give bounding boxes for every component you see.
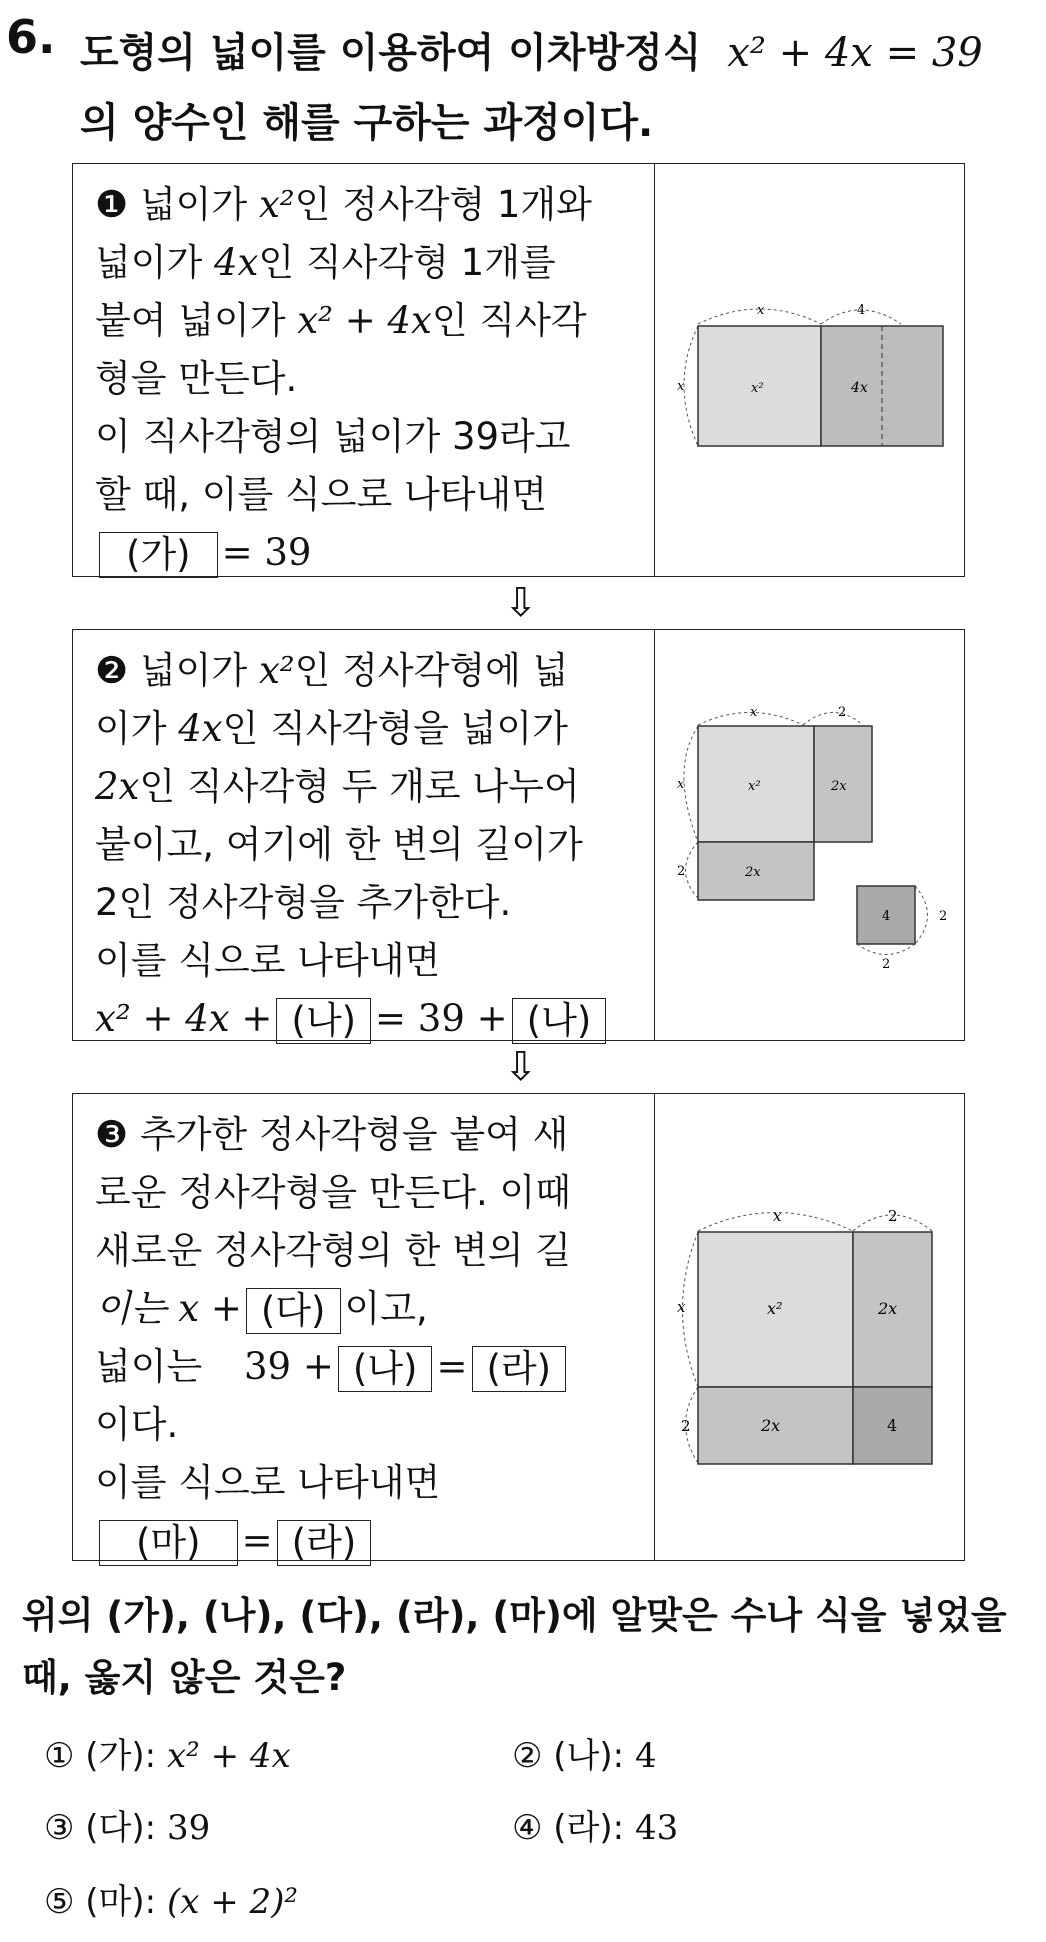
step1-text [73, 164, 655, 576]
step1-fig-rect: 4x [851, 380, 868, 396]
step3-text [73, 1094, 655, 1564]
choice-1-label: (가): [85, 1736, 157, 1776]
step2-line5: 2인 정사각형을 추가한다. [95, 881, 512, 924]
step2-line2b: 인 직사각형을 넓이가 [222, 707, 568, 750]
step2-fig-side-x: x [677, 777, 685, 792]
blank-da: (다) [246, 1288, 341, 1334]
problem-title [80, 18, 1020, 158]
step1-line3b: 인 직사각 [431, 299, 587, 342]
step2-equation-mid: = 39 + [375, 997, 508, 1040]
step1-line2-math: 4x [214, 241, 259, 284]
choice-1-mark: ① [44, 1736, 75, 1776]
choice-3[interactable] [44, 1800, 210, 1849]
step1-bullet: ❶ [95, 183, 129, 226]
step3-eq1: = [436, 1345, 468, 1388]
step2-fig-sq: x² [748, 779, 761, 794]
choice-4-label: (라): [553, 1808, 625, 1848]
step2-line3-math: 2x [95, 765, 140, 808]
step3-eq2: = [241, 1519, 273, 1562]
choice-4-value: 43 [634, 1808, 679, 1848]
choice-5[interactable] [44, 1874, 298, 1923]
step1-box [72, 163, 965, 577]
step3-line1: 추가한 정사각형을 붙여 새 [139, 1113, 569, 1156]
choice-3-value: 39 [166, 1808, 211, 1848]
step1-fig-side-x: x [677, 379, 685, 394]
choice-4-mark: ④ [512, 1808, 543, 1848]
step2-fig-top-2: 2 [838, 705, 847, 720]
step2-fig-small: 4 [882, 909, 891, 924]
title-text-1: 도형의 넓이를 이용하여 이차방정식 [80, 30, 702, 76]
choice-2[interactable] [512, 1728, 657, 1777]
step2-line3b: 인 직사각형 두 개로 나누어 [139, 765, 580, 808]
step3-fig-side-2: 2 [681, 1417, 691, 1435]
blank-ra-1: (라) [472, 1346, 567, 1392]
step1-fig-top-x: x [757, 303, 765, 318]
step1-line2a: 넓이가 [95, 241, 203, 284]
choice-3-mark: ③ [44, 1808, 75, 1848]
step2-bullet: ❷ [95, 649, 129, 692]
step2-line2-math: 4x [178, 707, 223, 750]
arrow-2: ⇩ [504, 1044, 538, 1090]
step3-fig-top-2: 2 [888, 1207, 898, 1225]
problem-number: 6. [6, 10, 56, 64]
step1-line1-math: x² [258, 183, 295, 226]
step2-line1b: 인 정사각형에 넓 [294, 649, 569, 692]
step2-fig-rect-r: 2x [831, 779, 847, 794]
step3-line4-math: 이는 x + [95, 1287, 242, 1330]
step2-fig-small-r: 2 [939, 909, 948, 924]
step1-fig-sq: x² [751, 381, 764, 396]
step3-line7: 이를 식으로 나타내면 [95, 1461, 441, 1504]
choice-1[interactable] [44, 1728, 291, 1777]
step1-line6: 할 때, 이를 식으로 나타내면 [95, 473, 547, 516]
step3-fig-small: 4 [887, 1416, 898, 1435]
choice-1-value: x² + 4x [166, 1736, 291, 1776]
step1-line2b: 인 직사각형 1개를 [258, 241, 556, 284]
choice-4[interactable] [512, 1800, 678, 1849]
step2-fig-top-x: x [750, 705, 758, 720]
step3-box [72, 1093, 965, 1564]
step1-line1a: 넓이가 [139, 183, 248, 226]
blank-ga: (가) [99, 532, 218, 578]
blank-na-3: (나) [338, 1346, 433, 1392]
blank-ra-2: (라) [277, 1520, 372, 1566]
blank-na-2: (나) [512, 998, 607, 1044]
step3-line2: 로운 정사각형을 만든다. 이때 [95, 1171, 571, 1214]
choice-5-value: (x + 2)² [166, 1882, 299, 1922]
choice-3-label: (다): [85, 1808, 157, 1848]
step3-fig-sq: x² [767, 1299, 783, 1318]
title-equation: x² + 4x = 39 [727, 30, 983, 76]
step2-fig-rect-b: 2x [745, 865, 761, 880]
step3-fig-top-x: x [773, 1207, 782, 1225]
step1-equation: = 39 [221, 531, 312, 574]
step2-box [72, 629, 965, 1041]
step2-text [73, 630, 655, 1040]
step1-figure [655, 164, 964, 576]
step2-line2a: 이가 [95, 707, 167, 750]
blank-na-1: (나) [276, 998, 371, 1044]
step1-line4: 형을 만든다. [95, 357, 298, 400]
step3-figure [655, 1094, 964, 1560]
choice-2-label: (나): [553, 1736, 625, 1776]
step1-line3-math: x² + 4x [297, 299, 432, 342]
step2-fig-side-2: 2 [677, 864, 686, 879]
step1-line5: 이 직사각형의 넓이가 39라고 [95, 415, 571, 458]
step2-line4: 붙이고, 여기에 한 변의 길이가 [95, 823, 583, 866]
step3-fig-rect-b: 2x [761, 1416, 781, 1435]
arrow-1: ⇩ [504, 580, 538, 626]
step1-fig-top-4: 4 [857, 303, 866, 318]
step3-line4b: 이고, [344, 1287, 428, 1330]
choice-2-mark: ② [512, 1736, 543, 1776]
step2-line1-math: x² [258, 649, 295, 692]
choice-5-label: (마): [85, 1882, 157, 1922]
step3-bullet: ❸ [95, 1113, 129, 1156]
step1-line3a: 붙여 넓이가 [95, 299, 286, 342]
step3-fig-rect-r: 2x [878, 1299, 898, 1318]
choice-2-value: 4 [634, 1736, 657, 1776]
step2-equation-left: x² + 4x + [95, 997, 273, 1040]
title-text-2: 의 양수인 해를 구하는 과정이다. [80, 100, 654, 146]
step2-figure [655, 630, 964, 1040]
step3-line5a: 넓이는 [95, 1345, 203, 1388]
step3-line5-math: 39 + [244, 1345, 334, 1388]
step2-fig-small-b: 2 [882, 957, 891, 972]
step2-line6: 이를 식으로 나타내면 [95, 939, 441, 982]
question-text: 위의 (가), (나), (다), (라), (마)에 알맞은 수나 식을 넣었을 때, 옳지 않은 것은? [22, 1594, 1007, 1699]
choice-5-mark: ⑤ [44, 1882, 75, 1922]
step3-line3: 새로운 정사각형의 한 변의 길 [95, 1229, 571, 1272]
step2-line1a: 넓이가 [139, 649, 248, 692]
step3-line6: 이다. [95, 1403, 179, 1446]
step3-fig-side-x: x [677, 1298, 686, 1316]
blank-ma: (마) [99, 1520, 238, 1566]
step1-line1b: 인 정사각형 1개와 [294, 183, 592, 226]
